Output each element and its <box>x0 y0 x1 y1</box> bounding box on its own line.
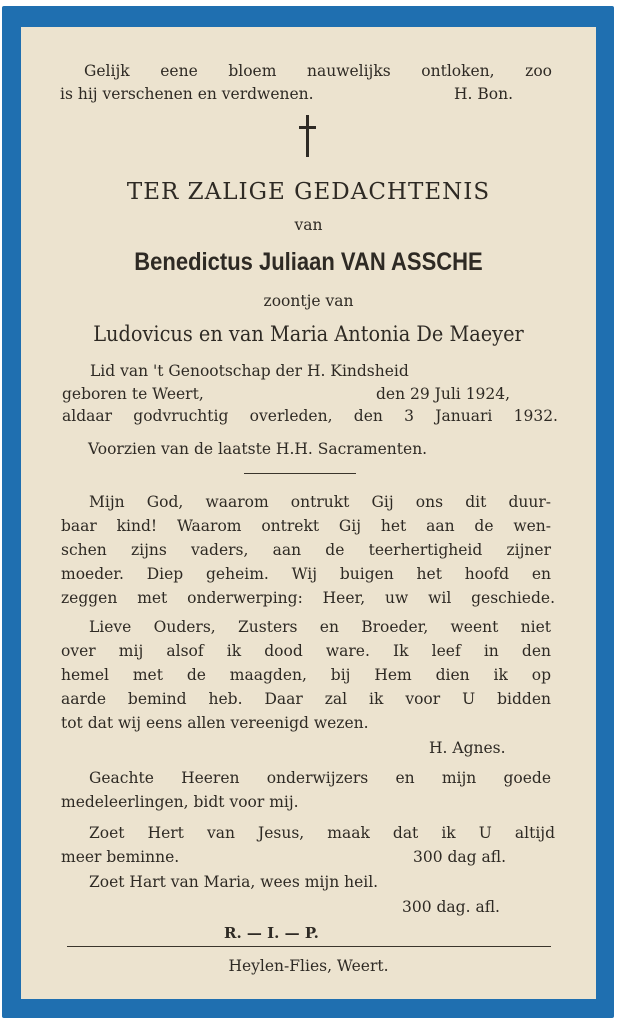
para1-line: moeder. Diep geheim. Wij buigen het hoofd en <box>61 565 551 583</box>
para2-signature: H. Agnes. <box>429 739 506 757</box>
rip-line: R. — I. — P. <box>224 924 319 942</box>
birth-date: den 29 Juli 1924, <box>376 385 511 403</box>
prayer1-line: meer beminne. <box>61 848 180 866</box>
parents-names: Ludovicus en van Maria Antonia De Maeyer <box>93 322 524 346</box>
printer-line: Heylen-Flies, Weert. <box>228 957 389 975</box>
cross-icon <box>298 115 318 159</box>
para2-line: Lieve Ouders, Zusters en Broeder, weent niet <box>89 618 551 636</box>
prayer1-line: Zoet Hert van Jesus, maak dat ik U altijd <box>89 824 555 842</box>
card-paper <box>21 27 596 999</box>
quote-author: H. Bon. <box>454 85 514 103</box>
death-line: aldaar godvruchtig overleden, den 3 Januari 1932. <box>62 407 558 425</box>
para1-line: baar kind! Waarom ontrekt Gij het aan de wen- <box>61 517 551 535</box>
quote-line-2: is hij verschenen en verdwenen. <box>60 85 314 103</box>
membership-line: Lid van 't Genootschap der H. Kindsheid <box>90 362 409 380</box>
prayer2-indulgence: 300 dag. afl. <box>402 898 500 916</box>
divider-bottom <box>67 946 551 947</box>
para2-line: aarde bemind heb. Daar zal ik voor U bidden <box>61 690 551 708</box>
van-label: van <box>294 216 323 234</box>
para3-line: medeleerlingen, bidt voor mij. <box>61 793 299 811</box>
para1-line: Mijn God, waarom ontrukt Gij ons dit duur- <box>89 493 551 511</box>
para3-line: Geachte Heeren onderwijzers en mijn goede <box>89 769 551 787</box>
quote-line-1: Gelijk eene bloem nauwelijks ontloken, zoo <box>84 62 552 80</box>
prayer1-indulgence: 300 dag afl. <box>413 848 507 866</box>
para2-line: over mij alsof ik dood ware. Ik leef in den <box>61 642 551 660</box>
heading: TER ZALIGE GEDACHTENIS <box>126 179 491 205</box>
para2-line: tot dat wij eens allen vereenigd wezen. <box>61 714 369 732</box>
zoontje-label: zoontje van <box>263 292 354 310</box>
divider-top <box>244 473 356 474</box>
memorial-card <box>2 6 614 1018</box>
para1-line: zeggen met onderwerping: Heer, uw wil geschiede. <box>61 589 555 607</box>
para2-line: hemel met de maagden, bij Hem dien ik op <box>61 666 551 684</box>
sacraments-line: Voorzien van de laatste H.H. Sacramenten. <box>88 440 428 458</box>
birth-place: geboren te Weert, <box>62 385 204 403</box>
prayer2-line: Zoet Hart van Maria, wees mijn heil. <box>89 873 379 891</box>
para1-line: schen zijns vaders, aan de teerhertigheid zijner <box>61 541 551 559</box>
deceased-name: Benedictus Juliaan VAN ASSCHE <box>134 248 483 276</box>
